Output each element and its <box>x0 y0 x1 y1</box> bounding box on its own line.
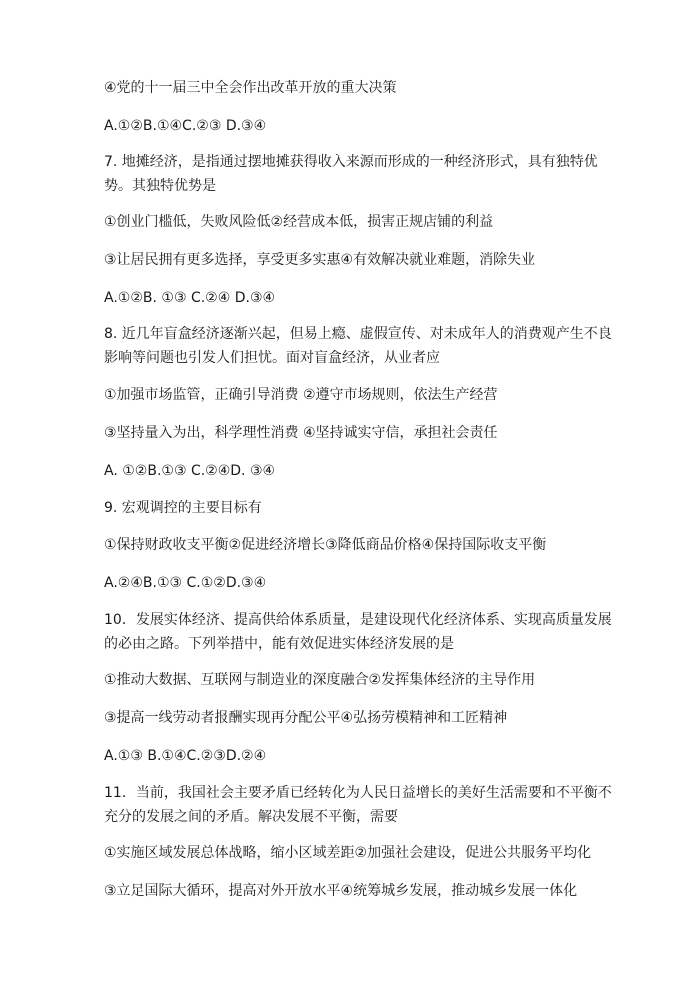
answer-choices: A.①③ B.①④C.②③D.②④ <box>104 748 267 764</box>
answer-choices: A.①②B.①④C.②③ D.③④ <box>104 118 267 134</box>
option-line: ③让居民拥有更多选择，享受更多实惠④有效解决就业难题，消除失业 <box>104 252 536 268</box>
option-line: ①推动大数据、互联网与制造业的深度融合②发挥集体经济的主导作用 <box>104 672 536 688</box>
question-9: 9. 宏观调控的主要目标有 <box>104 500 262 516</box>
answer-choices: A.①②B. ①③ C.②④ D.③④ <box>104 290 276 306</box>
answer-choices: A. ①②B.①③ C.②④D. ③④ <box>104 463 276 479</box>
question-10: 10．发展实体经济、提高供给体系质量，是建设现代化经济体系、实现高质量发展的必由之路。下列举措中，能有效促进实体经济发展的是 <box>104 612 612 652</box>
option-line: ④党的十一届三中全会作出改革开放的重大决策 <box>104 80 397 96</box>
question-7: 7. 地摊经济，是指通过摆地摊获得收入来源而形成的一种经济形式，具有独特优势。其独特优势是 <box>104 154 598 194</box>
option-line: ③坚持量入为出，科学理性消费 ④坚持诚实守信，承担社会责任 <box>104 425 498 441</box>
question-8: 8. 近几年盲盒经济逐渐兴起，但易上瘾、虚假宣传、对未成年人的消费观产生不良影响等问题也引发人们担忧。面对盲盒经济，从业者应 <box>104 326 612 366</box>
question-11: 11．当前，我国社会主要矛盾已经转化为人民日益增长的美好生活需要和不平衡不充分的发展之间的矛盾。解决发展不平衡，需要 <box>104 785 612 825</box>
option-line: ①加强市场监管，正确引导消费 ②遵守市场规则，依法生产经营 <box>104 387 498 403</box>
option-line: ③立足国际大循环，提高对外开放水平④统筹城乡发展，推动城乡发展一体化 <box>104 883 578 899</box>
option-line: ①创业门槛低，失败风险低②经营成本低，损害正规店铺的利益 <box>104 214 494 230</box>
option-line: ①保持财政收支平衡②促进经济增长③降低商品价格④保持国际收支平衡 <box>104 537 547 553</box>
answer-choices: A.②④B.①③ C.①②D.③④ <box>104 575 267 591</box>
option-line: ①实施区域发展总体战略，缩小区域差距②加强社会建设，促进公共服务平均化 <box>104 845 592 861</box>
option-line: ③提高一线劳动者报酬实现再分配公平④弘扬劳模精神和工匠精神 <box>104 710 508 726</box>
